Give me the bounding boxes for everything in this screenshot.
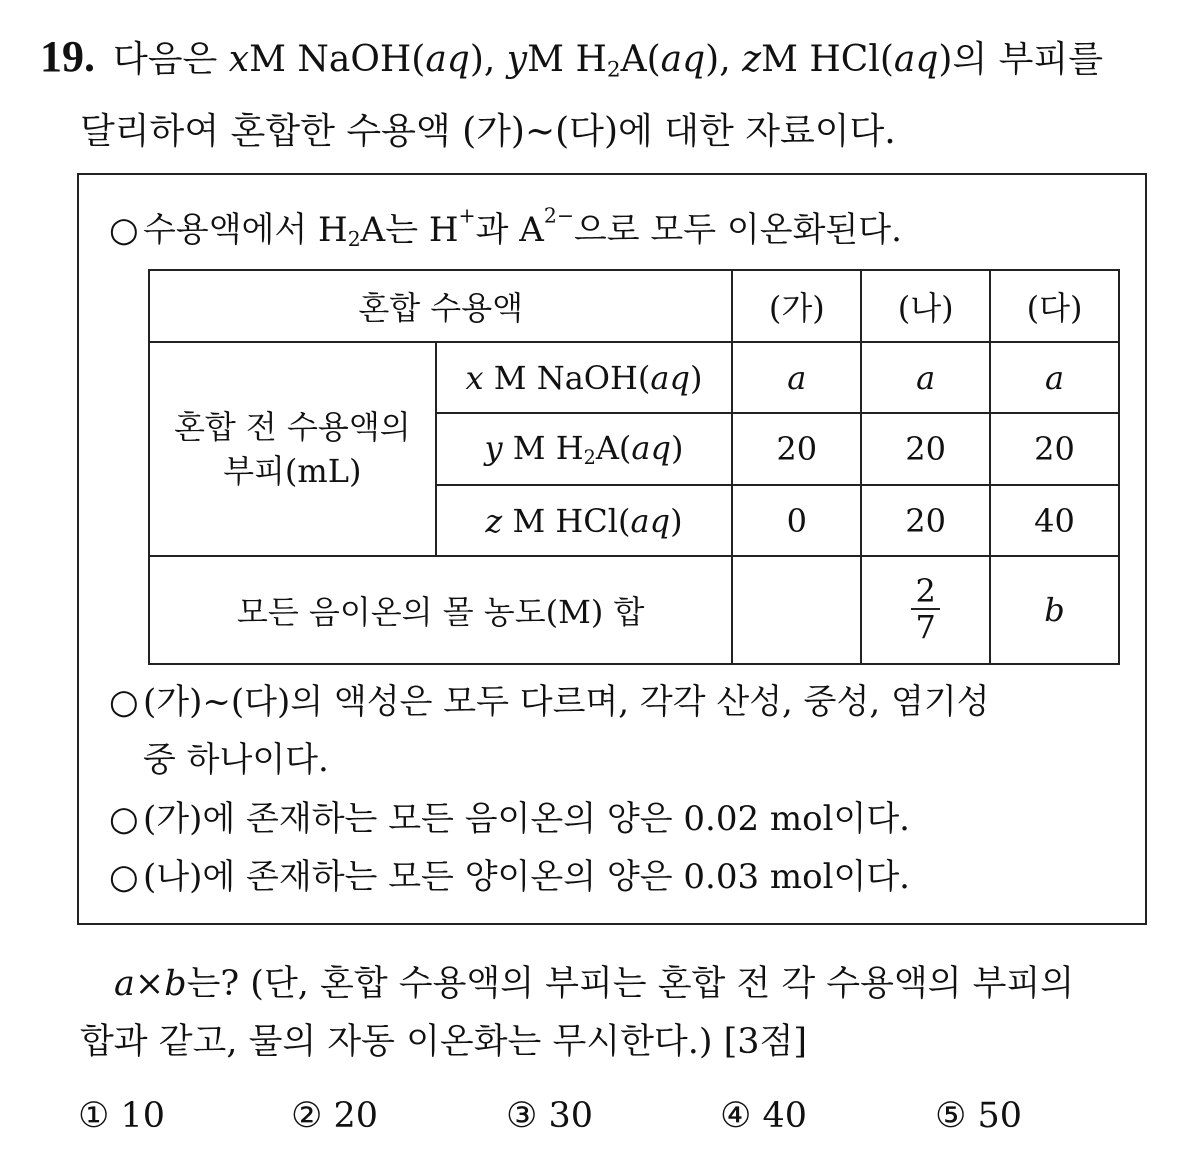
stem-text: ), bbox=[705, 39, 731, 80]
condition-4 bbox=[109, 848, 910, 906]
choice-4[interactable] bbox=[720, 1096, 807, 1136]
choice-5[interactable] bbox=[935, 1096, 1022, 1136]
anion-label: 모든 음이온의 몰 농도(M) 합 bbox=[149, 556, 732, 664]
cell bbox=[732, 342, 861, 413]
fraction bbox=[911, 574, 939, 644]
choice-1[interactable] bbox=[78, 1096, 165, 1136]
cond-text: 과 A bbox=[475, 210, 544, 250]
aq-label: aq bbox=[650, 358, 690, 397]
stem-line-2: 달리하여 혼합한 수용액 (가)~(다)에 대한 자료이다. bbox=[80, 111, 896, 153]
stem-text: M NaOH( bbox=[249, 39, 426, 80]
cond-text: 수용액에서 H bbox=[143, 210, 348, 250]
group-label-line: 부피(mL) bbox=[223, 452, 362, 490]
var-z: z bbox=[485, 501, 503, 540]
choice-value: 20 bbox=[333, 1096, 379, 1136]
cell-value: a bbox=[1045, 358, 1065, 397]
choice-3[interactable] bbox=[506, 1096, 593, 1136]
ask-line-2: 합과 같고, 물의 자동 이온화는 무시한다.) [3점] bbox=[80, 1022, 808, 1062]
cell: 20 bbox=[861, 413, 990, 485]
var-b: b bbox=[164, 964, 187, 1004]
stem-text: )의 부피를 bbox=[938, 39, 1103, 80]
bullet-icon: ○ bbox=[109, 799, 139, 839]
label-text: M H bbox=[502, 429, 584, 468]
row-label-naoh bbox=[436, 342, 733, 413]
choice-value: 30 bbox=[548, 1096, 594, 1136]
superscript: + bbox=[458, 203, 476, 228]
cond-text: (가)~(다)의 액성은 모두 다르며, 각각 산성, 중성, 염기성 bbox=[143, 682, 990, 722]
cond-text: A는 H bbox=[360, 210, 459, 250]
choice-value: 50 bbox=[977, 1096, 1023, 1136]
stem-text: M HCl( bbox=[761, 39, 894, 80]
stem-text: M H bbox=[527, 39, 607, 80]
cell bbox=[990, 342, 1119, 413]
bullet-icon: ○ bbox=[109, 857, 139, 897]
cell: 20 bbox=[732, 413, 861, 485]
cell: 20 bbox=[861, 485, 990, 556]
col-da: (다) bbox=[990, 270, 1119, 342]
condition-3 bbox=[109, 790, 910, 848]
choice-mark: ④ bbox=[720, 1096, 752, 1136]
var-z: z bbox=[742, 39, 762, 80]
cell bbox=[861, 342, 990, 413]
cell-empty bbox=[732, 556, 861, 664]
stem-text: ), bbox=[469, 39, 496, 80]
cell-fraction bbox=[861, 556, 990, 664]
cell bbox=[990, 556, 1119, 664]
superscript: 2− bbox=[543, 203, 574, 228]
cond-text: 으로 모두 이온화된다. bbox=[573, 210, 902, 250]
cond-text: (가)에 존재하는 모든 음이온의 양은 0.02 mol이다. bbox=[143, 799, 910, 839]
anion-row bbox=[149, 556, 1119, 664]
question-stem bbox=[40, 26, 1150, 163]
times-sign: × bbox=[134, 964, 165, 1004]
subscript: 2 bbox=[583, 445, 596, 469]
aq-label: aq bbox=[660, 39, 706, 80]
cell: 0 bbox=[732, 485, 861, 556]
var-y: y bbox=[506, 39, 528, 80]
choice-mark: ① bbox=[78, 1096, 110, 1136]
choice-2[interactable] bbox=[291, 1096, 378, 1136]
table-row bbox=[149, 342, 1119, 413]
choice-mark: ② bbox=[291, 1096, 323, 1136]
subscript: 2 bbox=[347, 227, 361, 252]
volume-group-label bbox=[149, 342, 436, 556]
label-text: ) bbox=[670, 501, 683, 540]
aq-label: aq bbox=[425, 39, 470, 80]
choice-mark: ⑤ bbox=[935, 1096, 967, 1136]
cell-value: b bbox=[1044, 591, 1065, 629]
col-ga: (가) bbox=[732, 270, 861, 342]
cell: 40 bbox=[990, 485, 1119, 556]
var-a: a bbox=[114, 964, 135, 1004]
condition-2 bbox=[109, 673, 990, 789]
label-text: A( bbox=[595, 429, 632, 468]
aq-label: aq bbox=[893, 39, 939, 80]
bullet-icon: ○ bbox=[109, 210, 139, 250]
row-label-h2a bbox=[436, 413, 733, 485]
var-x: x bbox=[465, 358, 484, 397]
stem-text: 다음은 bbox=[113, 39, 218, 80]
choice-value: 40 bbox=[762, 1096, 808, 1136]
bullet-icon: ○ bbox=[109, 682, 139, 722]
aq-label: aq bbox=[630, 501, 671, 540]
cond-text: 중 하나이다. bbox=[143, 740, 329, 780]
row-label-hcl bbox=[436, 485, 733, 556]
cell-value: a bbox=[916, 358, 936, 397]
aq-label: aq bbox=[631, 429, 671, 468]
fraction-numerator: 2 bbox=[911, 574, 939, 610]
fraction-denominator: 7 bbox=[915, 608, 936, 646]
table-header-row bbox=[149, 270, 1119, 342]
label-text: ) bbox=[689, 358, 703, 397]
cond-text: (나)에 존재하는 모든 양이온의 양은 0.03 mol이다. bbox=[143, 857, 910, 897]
var-y: y bbox=[484, 429, 503, 468]
question-ask bbox=[80, 955, 1150, 1071]
answer-choices bbox=[78, 1096, 1138, 1148]
cell: 20 bbox=[990, 413, 1119, 485]
group-label-line: 혼합 전 수용액의 bbox=[173, 408, 411, 446]
subscript: 2 bbox=[606, 57, 621, 83]
condition-1 bbox=[109, 201, 902, 268]
ask-line-1 bbox=[80, 955, 1150, 1013]
var-x: x bbox=[228, 39, 250, 80]
data-table bbox=[148, 269, 1120, 665]
choice-value: 10 bbox=[120, 1096, 166, 1136]
cell-value: a bbox=[787, 358, 807, 397]
label-text: M HCl( bbox=[502, 501, 631, 540]
col-na: (나) bbox=[861, 270, 990, 342]
ask-text: 는? (단, 혼합 수용액의 부피는 혼합 전 각 수용액의 부피의 bbox=[186, 964, 1075, 1004]
header-mix: 혼합 수용액 bbox=[149, 270, 732, 342]
question-number: 19. bbox=[40, 32, 95, 81]
label-text: M NaOH( bbox=[483, 358, 651, 397]
data-box bbox=[77, 173, 1147, 925]
stem-text: A( bbox=[620, 39, 661, 80]
choice-mark: ③ bbox=[506, 1096, 538, 1136]
label-text: ) bbox=[670, 429, 684, 468]
